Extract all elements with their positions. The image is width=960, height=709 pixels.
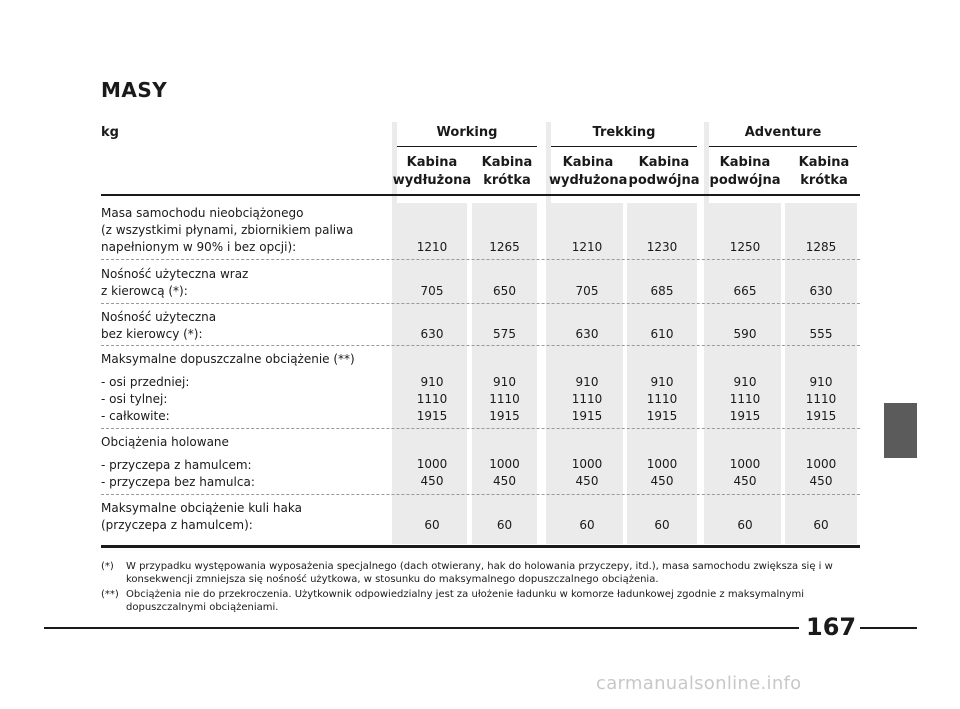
row-label-payload-with-driver: Nośność użyteczna wraz z kierowcą (*): <box>101 267 249 298</box>
column-header: Kabina krótka <box>481 155 533 188</box>
table-cell: 60 <box>424 518 440 532</box>
table-cell: 1210 <box>571 240 603 254</box>
group-rule <box>551 146 697 147</box>
row-label-hitch-load: Maksymalne obciążenie kuli haka (przyczepa z hamulcem): <box>101 501 302 532</box>
watermark: carmanualsonline.info <box>596 673 802 694</box>
column-header: Kabina podwójna <box>628 155 700 188</box>
row-divider <box>101 303 860 304</box>
table-cell: 685 <box>650 284 674 298</box>
table-bottom-rule <box>101 545 860 548</box>
table-cell: 1000 450 <box>571 457 603 488</box>
footnote: (**) Obciążenia nie do przekroczenia. Użytkownik odpowiedzialny jest za ułożenie ładunku w komorze ładunkowej zgodnie z maksymalnymi dopuszczalnymi obciążeniami. <box>101 589 805 613</box>
group-header-trekking: Trekking <box>592 125 656 140</box>
table-cell: 705 <box>420 284 444 298</box>
table-cell: 60 <box>496 518 513 532</box>
section-tab <box>884 403 917 458</box>
table-cell: 60 <box>654 518 670 532</box>
group-rule <box>709 146 857 147</box>
footnote: (*) W przypadku występowania wyposażenia specjalnego (dach otwierany, hak do holowania przyczepy, itd.), masa samochodu zwiększa się i w konsekwencji zmniejsza się nośność użytkowa, w stosunku do maksymalnego dopuszczalnego obciążenia. <box>101 561 833 585</box>
table-cell: 590 <box>733 327 757 341</box>
footer-rule <box>44 627 799 629</box>
row-label-max-load: Maksymalne dopuszczalne obciążenie (**) - osi przedniej: - osi tylnej: - całkowite: <box>101 352 355 423</box>
table-cell: 630 <box>809 284 833 298</box>
table-cell: 60 <box>813 518 829 532</box>
table-cell: 1000 450 <box>646 457 678 488</box>
row-divider <box>101 345 860 346</box>
column-header: Kabina podwójna <box>709 155 781 188</box>
group-rule <box>397 146 537 147</box>
unit-label: kg <box>101 125 119 140</box>
table-cell: 910 1110 1915 <box>571 375 603 423</box>
table-cell: 1210 <box>416 240 448 254</box>
row-divider <box>101 428 860 429</box>
table-cell: 1000 450 <box>416 457 448 488</box>
table-cell: 630 <box>420 327 444 341</box>
group-header-working: Working <box>436 125 498 140</box>
table-cell: 650 <box>493 284 516 298</box>
column-header: Kabina wydłużona <box>549 155 628 188</box>
table-cell: 1230 <box>646 240 678 254</box>
table-cell: 705 <box>575 284 599 298</box>
table-cell: 910 1110 1915 <box>646 375 678 423</box>
row-label-unladen-mass: Masa samochodu nieobciążonego (z wszystkimi płynami, zbiornikiem paliwa napełnionym w 90% i bez opcji): <box>101 206 354 254</box>
table-cell: 910 1110 1915 <box>729 375 761 423</box>
page-number: 167 <box>806 613 857 641</box>
table-cell: 1265 <box>489 240 520 254</box>
table-cell: 555 <box>809 327 833 341</box>
table-cell: 630 <box>575 327 599 341</box>
table-cell: 1285 <box>805 240 837 254</box>
row-divider <box>101 494 860 495</box>
row-divider <box>101 259 860 260</box>
table-cell: 910 1110 1915 <box>416 375 448 423</box>
table-cell: 60 <box>579 518 595 532</box>
table-cell: 1000 450 <box>489 457 520 488</box>
row-label-towed-loads: Obciążenia holowane - przyczepa z hamulcem: - przyczepa bez hamulca: <box>101 435 255 489</box>
table-cell: 910 1110 1915 <box>489 375 520 423</box>
table-cell: 1000 450 <box>805 457 837 488</box>
table-cell: 665 <box>733 284 757 298</box>
table-cell: 1250 <box>729 240 761 254</box>
table-cell: 575 <box>493 327 516 341</box>
footer-rule <box>860 627 917 629</box>
group-header-adventure: Adventure <box>744 125 822 140</box>
row-label-payload-without-driver: Nośność użyteczna bez kierowcy (*): <box>101 310 217 341</box>
table-cell: 610 <box>650 327 674 341</box>
header-rule <box>101 194 860 196</box>
column-header: Kabina wydłużona <box>392 155 472 188</box>
table-cell: 60 <box>737 518 753 532</box>
column-header: Kabina krótka <box>798 155 850 188</box>
table-cell: 1000 450 <box>729 457 761 488</box>
page-title: MASY <box>101 78 168 102</box>
table-cell: 910 1110 1915 <box>805 375 837 423</box>
